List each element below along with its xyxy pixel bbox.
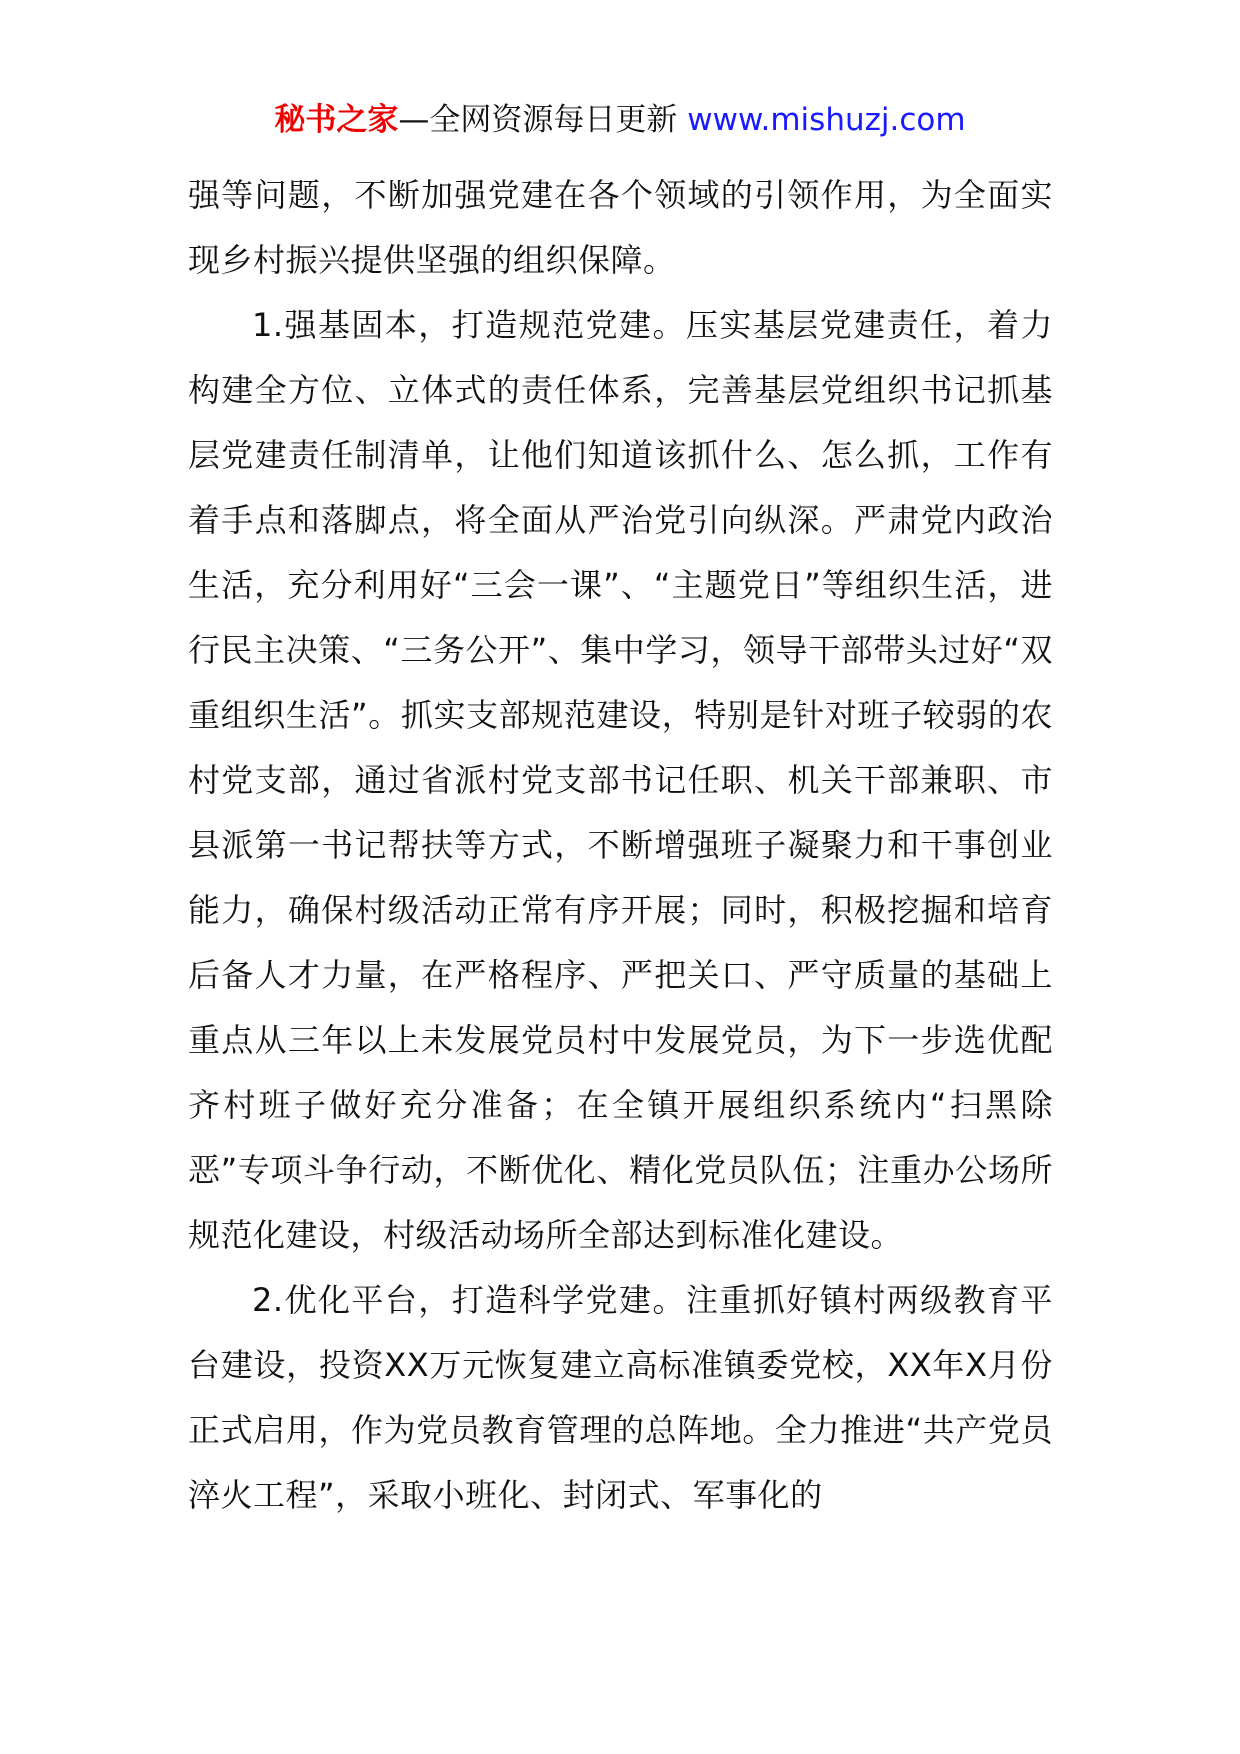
document-body [188, 163, 1053, 1528]
brand-name: 秘书之家 [274, 102, 399, 138]
paragraph-continuation: 强等问题，不断加强党建在各个领域的引领作用，为全面实现乡村振兴提供坚强的组织保障。 [188, 176, 1053, 279]
header-tagline: —全网资源每日更新 [398, 102, 678, 138]
site-url-link[interactable]: www.mishuzj.com [687, 102, 966, 138]
page-header [0, 100, 1240, 140]
paragraph-section-2: 2.优化平台，打造科学党建。注重抓好镇村两级教育平台建设，投资XX万元恢复建立高标准镇委党校，XX年X月份正式启用，作为党员教育管理的总阵地。全力推进“共产党员淬火工程”，采取小班化、封闭式、军事化的 [188, 1281, 1053, 1514]
paragraph-section-1: 1.强基固本，打造规范党建。压实基层党建责任，着力构建全方位、立体式的责任体系，完善基层党组织书记抓基层党建责任制清单，让他们知道该抓什么、怎么抓，工作有着手点和落脚点，将全面从严治党引向纵深。严肃党内政治生活，充分利用好“三会一课”、“主题党日”等组织生活，进行民主决策、“三务公开”、集中学习，领导干部带头过好“双重组织生活”。抓实支部规范建设，特别是针对班子较弱的农村党支部，通过省派村党支部书记任职、机关干部兼职、市县派第一书记帮扶等方式，不断增强班子凝聚力和干事创业能力，确保村级活动正常有序开展；同时，积极挖掘和培育后备人才力量，在严格程序、严把关口、严守质量的基础上重点从三年以上未发展党员村中发展党员，为下一步选优配齐村班子做好充分准备；在全镇开展组织系统内“扫黑除恶”专项斗争行动，不断优化、精化党员队伍；注重办公场所规范化建设，村级活动场所全部达到标准化建设。 [188, 306, 1053, 1254]
